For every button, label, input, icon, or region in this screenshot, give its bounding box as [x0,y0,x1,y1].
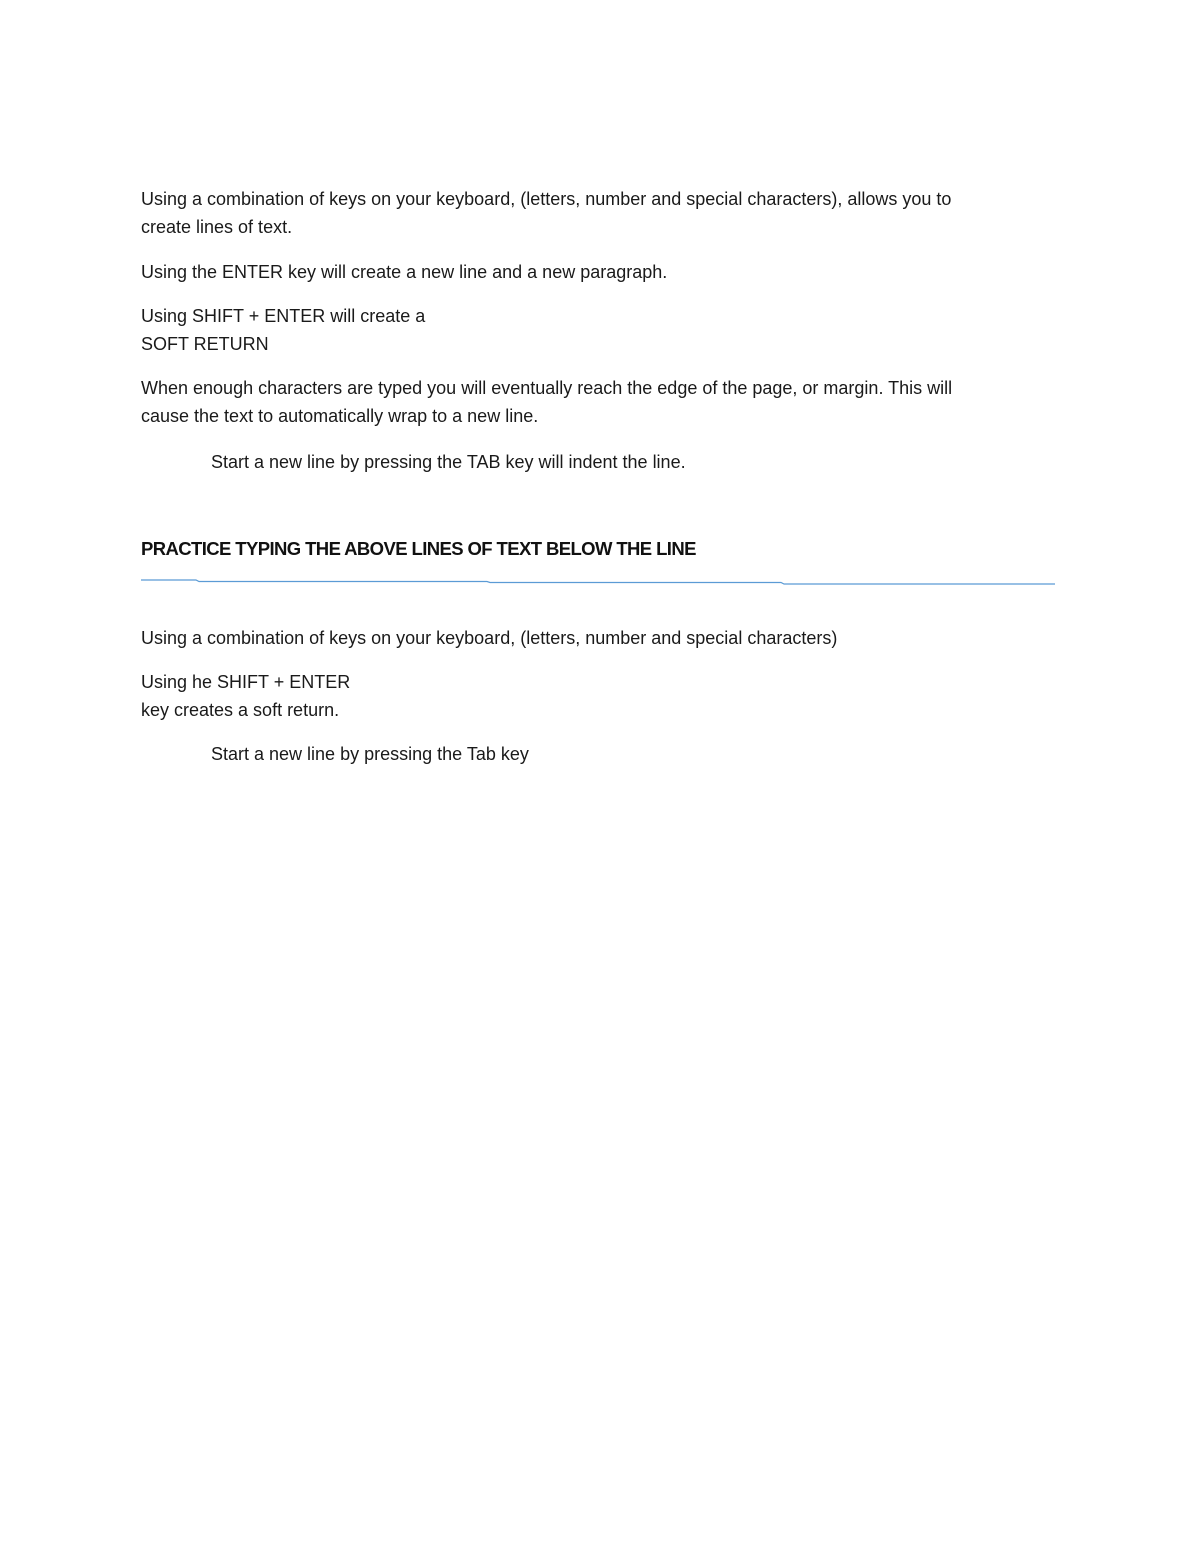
wrap-line-1: When enough characters are typed you will eventually reach the edge of the page, or margin. This will [141,378,953,398]
wrap-paragraph [141,374,1056,430]
shift-enter-paragraph [141,302,1056,358]
practice-shift-enter-line-1: Using he SHIFT + ENTER [141,672,351,692]
practice-divider-line [141,577,1056,587]
intro-paragraph [141,185,1056,241]
practice-shift-enter-paragraph [141,668,1056,724]
tab-indented-paragraph: Start a new line by pressing the TAB key will indent the line. [211,452,686,472]
intro-line-1: Using a combination of keys on your keyboard, (letters, number and special characters), allows you to [141,189,952,209]
wrap-line-2: cause the text to automatically wrap to a new line. [141,406,539,426]
intro-line-2: create lines of text. [141,217,293,237]
shift-enter-line-1: Using SHIFT + ENTER will create a [141,306,426,326]
practice-shift-enter-line-2: key creates a soft return. [141,700,340,720]
practice-combination-line: Using a combination of keys on your keyboard, (letters, number and special characters) [141,628,838,648]
practice-heading: PRACTICE TYPING THE ABOVE LINES OF TEXT BELOW THE LINE [141,538,696,559]
enter-paragraph: Using the ENTER key will create a new line and a new paragraph. [141,262,668,282]
practice-tab-line: Start a new line by pressing the Tab key [211,744,529,764]
shift-enter-line-2: SOFT RETURN [141,334,269,354]
